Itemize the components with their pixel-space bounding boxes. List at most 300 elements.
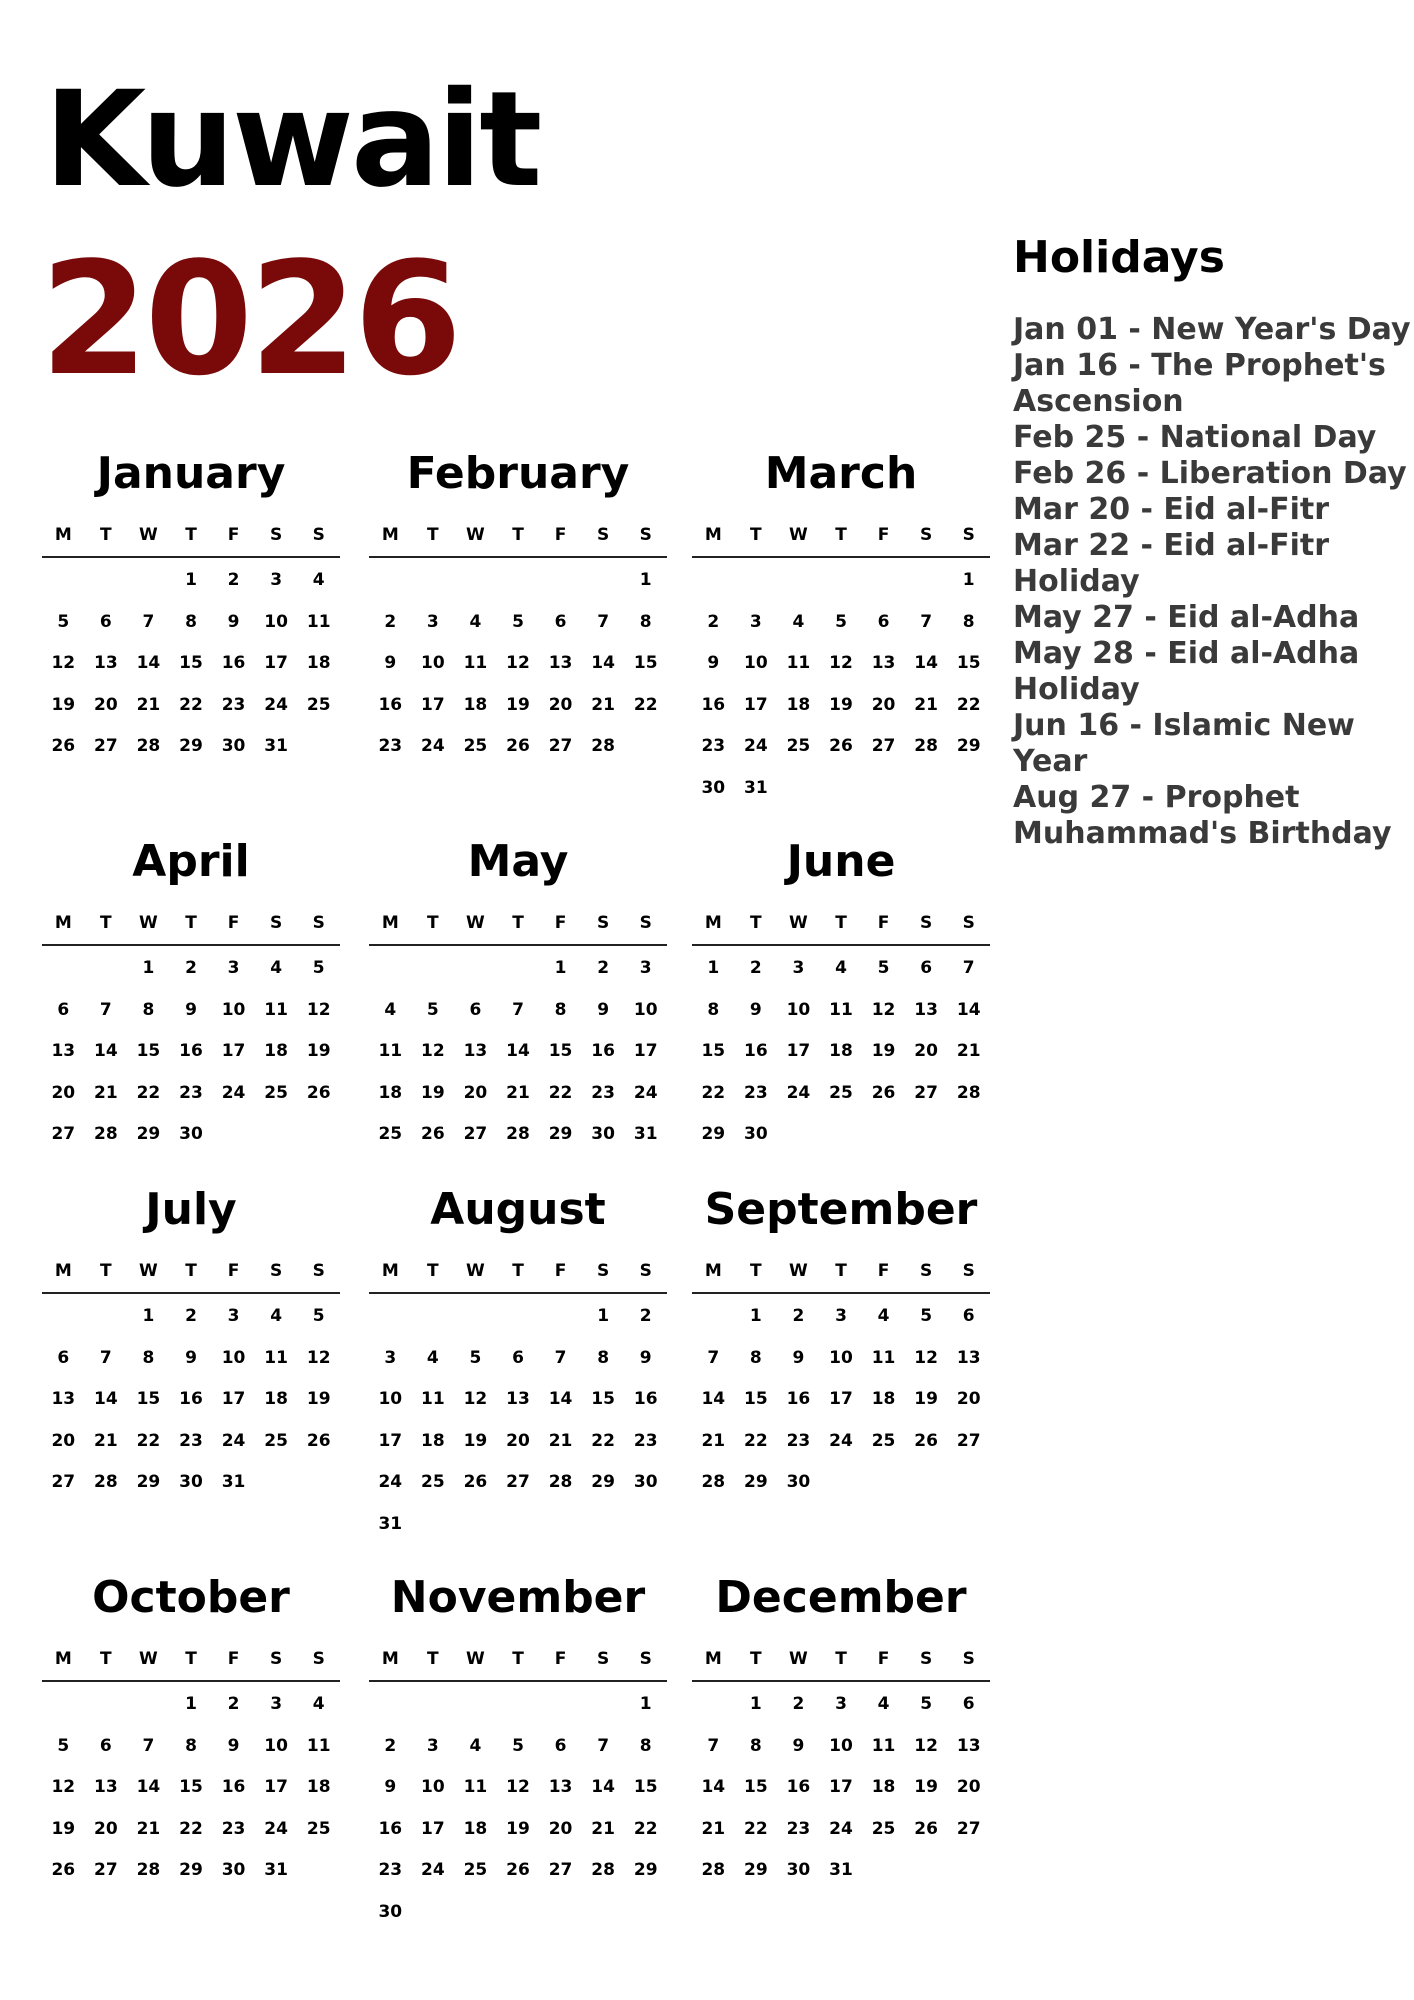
day-cell: 30 <box>591 1124 615 1144</box>
weekday-label: S <box>312 525 325 545</box>
weekday-header <box>692 1250 990 1294</box>
weekday-header <box>692 1638 990 1682</box>
day-cell: 31 <box>221 1472 246 1492</box>
day-cell: 29 <box>591 1472 615 1492</box>
day-cell: 18 <box>871 1389 896 1409</box>
day-cell: 16 <box>786 1389 811 1409</box>
day-cell: 4 <box>469 611 482 632</box>
weekday-label: S <box>639 1649 652 1669</box>
day-cell: 27 <box>51 1124 76 1144</box>
month-july <box>42 1176 340 1504</box>
weekday-label: W <box>139 525 158 545</box>
day-cell: 14 <box>914 653 938 673</box>
day-cell: 5 <box>920 1306 933 1326</box>
day-cell: 21 <box>136 1818 161 1839</box>
day-cell: 13 <box>956 1735 981 1756</box>
day-grid <box>369 946 667 1156</box>
day-cell: 23 <box>179 1430 203 1451</box>
weekday-label: M <box>54 1261 72 1281</box>
day-cell: 18 <box>306 653 331 673</box>
day-cell: 22 <box>591 1430 615 1451</box>
day-cell: 31 <box>633 1124 658 1144</box>
day-cell: 6 <box>57 999 70 1020</box>
day-cell: 14 <box>94 1389 118 1409</box>
month-name: April <box>132 836 250 887</box>
day-cell: 17 <box>829 1389 853 1409</box>
day-cell: 27 <box>956 1430 981 1451</box>
day-cell: 14 <box>136 653 161 673</box>
day-cell: 14 <box>136 1777 161 1797</box>
day-cell: 18 <box>463 1818 488 1839</box>
weekday-label: F <box>554 913 567 933</box>
day-cell: 29 <box>136 1472 161 1492</box>
weekday-label: S <box>920 1261 933 1281</box>
day-cell: 12 <box>506 1777 530 1797</box>
day-cell: 25 <box>786 736 811 756</box>
day-cell: 31 <box>264 736 288 756</box>
day-cell: 15 <box>956 653 981 673</box>
day-cell: 10 <box>829 1735 853 1756</box>
day-cell: 27 <box>94 1860 118 1880</box>
weekday-label: W <box>466 913 485 933</box>
weekday-label: W <box>789 1649 808 1669</box>
weekday-label: T <box>512 525 524 545</box>
weekday-label: T <box>835 1261 847 1281</box>
month-may <box>369 828 667 1156</box>
day-cell: 16 <box>221 1777 246 1797</box>
month-august <box>369 1176 667 1545</box>
day-cell: 15 <box>179 1777 203 1797</box>
day-cell: 20 <box>548 694 573 715</box>
day-cell: 23 <box>786 1430 811 1451</box>
day-cell: 16 <box>378 1818 403 1839</box>
day-cell: 22 <box>633 1818 658 1839</box>
month-name: January <box>96 448 286 499</box>
country-title: Kuwait <box>44 63 540 217</box>
day-cell: 27 <box>956 1818 981 1839</box>
day-cell: 11 <box>463 653 488 673</box>
month-name: March <box>764 448 918 499</box>
holiday-item: Jun 16 - Islamic New Year <box>1013 708 1355 779</box>
holiday-item: Aug 27 - Prophet Muhammad's Birthday <box>1013 780 1392 851</box>
day-cell: 28 <box>548 1472 573 1492</box>
day-cell: 26 <box>506 736 530 756</box>
day-cell: 26 <box>506 1860 530 1880</box>
weekday-label: M <box>54 913 72 933</box>
weekday-label: S <box>312 1649 325 1669</box>
day-cell: 12 <box>829 653 853 673</box>
day-cell: 29 <box>744 1472 768 1492</box>
day-cell: 27 <box>914 1082 938 1103</box>
day-cell: 3 <box>426 611 439 632</box>
day-cell: 4 <box>877 1306 890 1326</box>
day-cell: 25 <box>306 1818 331 1839</box>
day-cell: 2 <box>639 1306 652 1326</box>
weekday-label: F <box>227 1261 240 1281</box>
day-cell: 21 <box>701 1430 726 1451</box>
day-cell: 3 <box>227 1306 240 1326</box>
day-cell: 16 <box>701 694 726 715</box>
day-cell: 8 <box>142 999 155 1020</box>
day-cell: 10 <box>221 1347 246 1368</box>
day-cell: 29 <box>548 1124 573 1144</box>
holiday-item: May 28 - Eid al-Adha Holiday <box>1013 636 1360 707</box>
holiday-item: Mar 20 - Eid al-Fitr <box>1013 492 1330 527</box>
day-cell: 6 <box>99 611 112 632</box>
day-cell: 18 <box>871 1777 896 1797</box>
day-cell: 31 <box>378 1513 403 1534</box>
day-cell: 13 <box>506 1389 530 1409</box>
day-cell: 4 <box>270 958 283 978</box>
weekday-header <box>42 1250 340 1294</box>
day-cell: 25 <box>264 1430 288 1451</box>
day-cell: 18 <box>264 1389 288 1409</box>
weekday-label: S <box>312 1261 325 1281</box>
day-cell: 30 <box>633 1472 658 1492</box>
day-cell: 14 <box>506 1041 530 1061</box>
weekday-label: T <box>835 1649 847 1669</box>
weekday-label: M <box>704 1649 722 1669</box>
weekday-label: F <box>877 525 890 545</box>
holidays-list <box>1013 312 1413 852</box>
day-cell: 11 <box>871 1347 896 1368</box>
day-cell: 29 <box>179 1860 203 1880</box>
day-cell: 24 <box>264 1818 288 1839</box>
day-cell: 20 <box>94 1818 118 1839</box>
day-cell: 30 <box>744 1124 768 1144</box>
day-cell: 9 <box>384 653 397 673</box>
day-cell: 10 <box>264 1735 288 1756</box>
day-grid <box>692 1682 990 1892</box>
day-cell: 4 <box>270 1306 283 1326</box>
day-cell: 19 <box>914 1389 938 1409</box>
weekday-label: S <box>270 1649 283 1669</box>
day-cell: 29 <box>956 736 981 756</box>
day-cell: 18 <box>421 1430 445 1451</box>
day-cell: 29 <box>744 1860 768 1880</box>
weekday-label: T <box>750 525 762 545</box>
day-cell: 24 <box>264 694 288 715</box>
day-grid <box>369 1682 667 1933</box>
weekday-label: W <box>466 1649 485 1669</box>
day-cell: 10 <box>786 999 811 1020</box>
day-cell: 8 <box>962 611 975 632</box>
day-cell: 25 <box>421 1472 445 1492</box>
day-cell: 15 <box>136 1041 161 1061</box>
day-cell: 4 <box>312 1694 325 1714</box>
day-cell: 19 <box>829 694 853 715</box>
day-cell: 11 <box>378 1041 403 1061</box>
day-cell: 12 <box>914 1735 938 1756</box>
day-cell: 10 <box>378 1389 403 1409</box>
day-cell: 18 <box>378 1082 403 1103</box>
day-cell: 21 <box>914 694 938 715</box>
day-cell: 4 <box>384 999 397 1020</box>
month-june <box>692 828 990 1156</box>
weekday-label: M <box>381 1649 399 1669</box>
month-march <box>692 440 990 809</box>
day-cell: 6 <box>962 1306 975 1326</box>
day-cell: 2 <box>707 611 720 632</box>
day-cell: 20 <box>506 1430 530 1451</box>
day-cell: 20 <box>94 694 118 715</box>
day-cell: 28 <box>94 1124 118 1144</box>
day-cell: 30 <box>786 1860 811 1880</box>
day-cell: 15 <box>548 1041 573 1061</box>
day-cell: 23 <box>786 1818 811 1839</box>
day-cell: 2 <box>227 570 240 590</box>
day-cell: 23 <box>744 1082 768 1103</box>
weekday-label: T <box>100 1649 112 1669</box>
day-cell: 2 <box>185 1306 197 1326</box>
day-cell: 19 <box>51 694 76 715</box>
day-cell: 27 <box>506 1472 530 1492</box>
day-cell: 17 <box>221 1389 246 1409</box>
day-cell: 27 <box>94 736 118 756</box>
day-cell: 14 <box>591 1777 615 1797</box>
day-cell: 8 <box>707 999 720 1020</box>
day-cell: 3 <box>835 1694 847 1714</box>
day-cell: 4 <box>469 1735 482 1756</box>
day-cell: 28 <box>591 1860 615 1880</box>
day-cell: 8 <box>597 1347 610 1368</box>
day-cell: 14 <box>701 1389 726 1409</box>
day-cell: 1 <box>707 958 720 978</box>
weekday-label: S <box>962 525 975 545</box>
weekday-label: F <box>554 525 567 545</box>
month-october <box>42 1564 340 1892</box>
day-cell: 24 <box>421 736 445 756</box>
day-cell: 26 <box>51 1860 76 1880</box>
day-cell: 20 <box>956 1389 981 1409</box>
day-cell: 18 <box>306 1777 331 1797</box>
day-cell: 24 <box>829 1430 853 1451</box>
weekday-label: F <box>227 1649 240 1669</box>
weekday-label: T <box>512 1261 524 1281</box>
day-cell: 3 <box>749 611 762 632</box>
weekday-label: S <box>920 1649 933 1669</box>
day-cell: 2 <box>384 1735 397 1756</box>
day-cell: 11 <box>786 653 811 673</box>
day-cell: 21 <box>94 1430 118 1451</box>
weekday-label: S <box>597 913 610 933</box>
day-cell: 9 <box>185 999 197 1020</box>
day-grid <box>42 1294 340 1504</box>
day-grid <box>42 558 340 768</box>
day-cell: 12 <box>51 653 76 673</box>
holidays-heading: Holidays <box>1013 232 1225 283</box>
day-cell: 12 <box>914 1347 938 1368</box>
day-cell: 16 <box>221 653 246 673</box>
day-cell: 3 <box>639 958 652 978</box>
weekday-label: W <box>139 1649 158 1669</box>
weekday-label: W <box>139 913 158 933</box>
day-cell: 7 <box>597 611 610 632</box>
weekday-label: M <box>381 525 399 545</box>
day-cell: 3 <box>270 1694 283 1714</box>
day-cell: 5 <box>426 999 439 1020</box>
day-cell: 16 <box>179 1389 203 1409</box>
day-cell: 12 <box>306 1347 331 1368</box>
weekday-header <box>42 1638 340 1682</box>
day-cell: 5 <box>835 611 847 632</box>
month-name: October <box>92 1572 290 1623</box>
weekday-label: T <box>100 525 112 545</box>
day-cell: 29 <box>701 1124 726 1144</box>
day-cell: 12 <box>421 1041 445 1061</box>
day-cell: 1 <box>639 1694 652 1714</box>
day-cell: 6 <box>554 1735 567 1756</box>
weekday-label: F <box>554 1261 567 1281</box>
day-cell: 11 <box>306 1735 331 1756</box>
day-cell: 9 <box>185 1347 197 1368</box>
day-cell: 27 <box>51 1472 76 1492</box>
day-cell: 26 <box>463 1472 488 1492</box>
day-cell: 13 <box>548 1777 573 1797</box>
day-cell: 12 <box>51 1777 76 1797</box>
day-cell: 8 <box>142 1347 155 1368</box>
day-cell: 26 <box>871 1082 896 1103</box>
weekday-label: T <box>512 913 524 933</box>
day-cell: 21 <box>506 1082 530 1103</box>
weekday-label: W <box>466 1261 485 1281</box>
month-name: May <box>467 836 569 887</box>
day-cell: 5 <box>57 611 70 632</box>
day-cell: 22 <box>956 694 981 715</box>
day-cell: 22 <box>136 1430 161 1451</box>
weekday-label: S <box>639 525 652 545</box>
weekday-header <box>692 514 990 558</box>
day-cell: 11 <box>264 999 288 1020</box>
day-cell: 14 <box>94 1041 118 1061</box>
day-cell: 5 <box>512 1735 524 1756</box>
day-cell: 19 <box>871 1041 896 1061</box>
day-cell: 3 <box>384 1347 397 1368</box>
day-cell: 5 <box>312 1306 325 1326</box>
day-cell: 12 <box>506 653 530 673</box>
weekday-label: S <box>962 1261 975 1281</box>
day-cell: 20 <box>548 1818 573 1839</box>
day-cell: 27 <box>463 1124 488 1144</box>
day-cell: 13 <box>871 653 896 673</box>
day-cell: 25 <box>829 1082 853 1103</box>
weekday-header <box>369 1638 667 1682</box>
day-cell: 9 <box>707 653 720 673</box>
day-cell: 29 <box>136 1124 161 1144</box>
day-cell: 5 <box>920 1694 933 1714</box>
weekday-label: S <box>920 913 933 933</box>
month-september <box>692 1176 990 1504</box>
weekday-label: F <box>877 1261 890 1281</box>
day-cell: 4 <box>312 570 325 590</box>
day-cell: 26 <box>306 1082 331 1103</box>
day-cell: 6 <box>877 611 890 632</box>
weekday-label: F <box>554 1649 567 1669</box>
day-grid <box>692 558 990 809</box>
weekday-label: S <box>597 1261 610 1281</box>
weekday-header <box>42 514 340 558</box>
day-cell: 9 <box>639 1347 652 1368</box>
holiday-item: Jan 01 - New Year's Day <box>1013 312 1411 347</box>
day-cell: 30 <box>221 736 246 756</box>
day-cell: 13 <box>94 653 118 673</box>
weekday-label: M <box>704 913 722 933</box>
day-cell: 17 <box>221 1041 246 1061</box>
weekday-label: S <box>597 1649 610 1669</box>
day-cell: 30 <box>179 1124 203 1144</box>
day-cell: 6 <box>512 1347 524 1368</box>
month-february <box>369 440 667 768</box>
day-cell: 6 <box>920 958 933 978</box>
day-cell: 6 <box>469 999 482 1020</box>
day-cell: 9 <box>792 1735 805 1756</box>
day-cell: 1 <box>597 1306 610 1326</box>
weekday-label: T <box>185 525 197 545</box>
weekday-header <box>42 902 340 946</box>
day-cell: 6 <box>57 1347 70 1368</box>
day-cell: 26 <box>51 736 76 756</box>
day-cell: 25 <box>463 1860 488 1880</box>
weekday-label: F <box>877 913 890 933</box>
day-cell: 1 <box>639 570 652 590</box>
day-cell: 26 <box>829 736 853 756</box>
day-cell: 6 <box>554 611 567 632</box>
day-cell: 9 <box>227 611 240 632</box>
day-cell: 1 <box>142 1306 155 1326</box>
month-december <box>692 1564 990 1892</box>
day-grid <box>42 1682 340 1892</box>
day-cell: 19 <box>506 1818 530 1839</box>
day-cell: 12 <box>306 999 331 1020</box>
day-cell: 17 <box>264 653 288 673</box>
day-cell: 15 <box>744 1389 768 1409</box>
day-cell: 29 <box>633 1860 658 1880</box>
day-cell: 8 <box>749 1347 762 1368</box>
day-cell: 21 <box>94 1082 118 1103</box>
day-cell: 4 <box>877 1694 890 1714</box>
day-cell: 30 <box>179 1472 203 1492</box>
day-cell: 17 <box>378 1430 403 1451</box>
day-cell: 15 <box>633 653 658 673</box>
day-cell: 20 <box>956 1777 981 1797</box>
day-cell: 24 <box>633 1082 658 1103</box>
weekday-label: F <box>877 1649 890 1669</box>
day-cell: 7 <box>142 1735 155 1756</box>
day-cell: 10 <box>264 611 288 632</box>
day-cell: 12 <box>871 999 896 1020</box>
day-cell: 2 <box>185 958 197 978</box>
day-cell: 28 <box>914 736 938 756</box>
day-cell: 18 <box>264 1041 288 1061</box>
weekday-label: T <box>185 1261 197 1281</box>
day-cell: 1 <box>962 570 975 590</box>
day-cell: 25 <box>463 736 488 756</box>
weekday-header <box>369 902 667 946</box>
day-cell: 2 <box>792 1306 805 1326</box>
day-cell: 27 <box>548 736 573 756</box>
weekday-label: W <box>139 1261 158 1281</box>
day-cell: 20 <box>914 1041 938 1061</box>
day-cell: 3 <box>227 958 240 978</box>
day-cell: 26 <box>914 1818 938 1839</box>
day-cell: 31 <box>264 1860 288 1880</box>
day-cell: 24 <box>786 1082 811 1103</box>
holiday-item: Feb 25 - National Day <box>1013 420 1377 455</box>
day-cell: 19 <box>914 1777 938 1797</box>
day-cell: 10 <box>421 1777 445 1797</box>
holiday-item: Mar 22 - Eid al-Fitr Holiday <box>1013 528 1330 599</box>
day-cell: 8 <box>749 1735 762 1756</box>
